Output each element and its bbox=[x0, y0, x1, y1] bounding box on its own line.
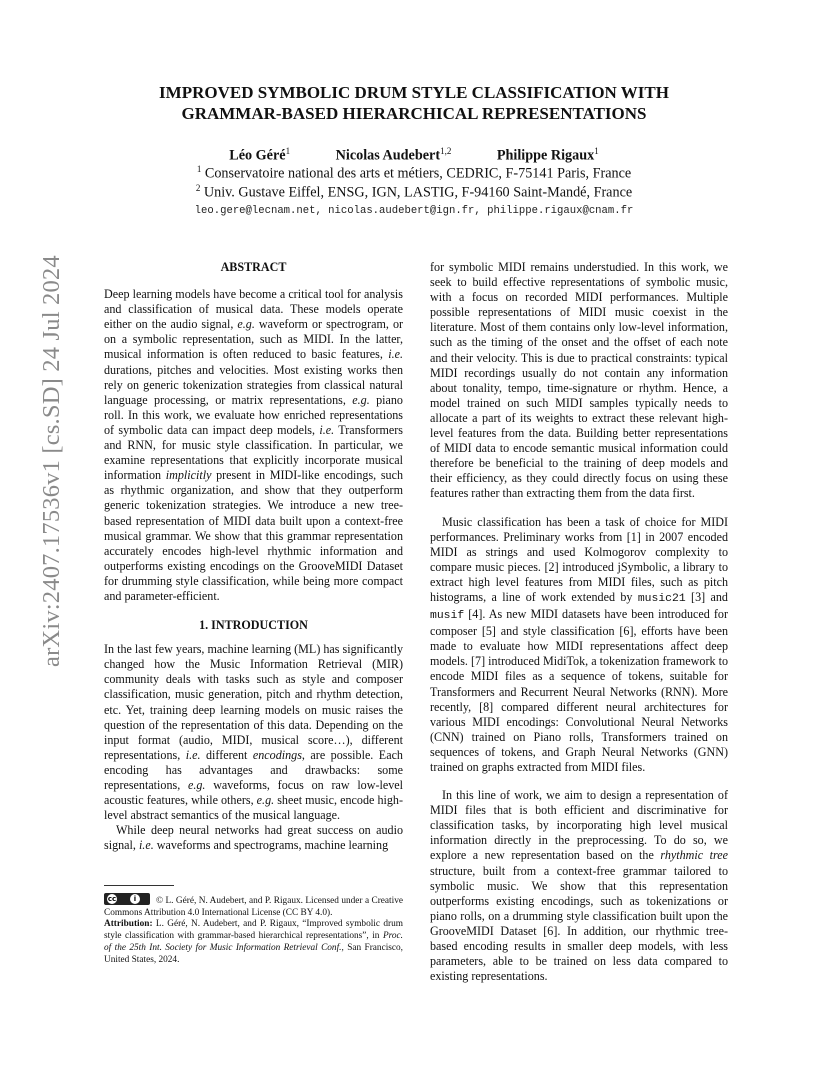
author-3: Philippe Rigaux$^1$ bbox=[496, 146, 599, 164]
abstract-body: Deep learning models have become a critical tool for analysis and classification of musical data. These models operate either on the audio signal, e.g. waveform or spectrogram, or on a symbolic representation, such as MIDI. In the latter, musical information is often reduced to basic features, i.e. durations, pitches and velocities. Most existing works then rely on generic tokenization strategies from classical natural language processing, or matrix representations, e.g. piano roll. In this work, we evaluate how enriched representations of symbolic data can impact deep models, i.e. Transformers and RNN, for music style classification. In particular, we examine representations that explicitly incorporate musical information implicitly present in MIDI-like encodings, such as rhythmic organization, and show that they outperform generic tokenization strategies. We introduce a new tree-based representation of MIDI data built upon a context-free musical grammar. We show that this grammar representation accurately encodes high-level rhythmic information and outperforms existing encodings on the GrooveMIDI Dataset for drumming style classification, while being more compact and parameter-efficient. bbox=[104, 287, 404, 603]
intro-paragraph-5: In this line of work, we aim to design a representation of MIDI files that is both efficient and discriminative for classification tasks, by incorporating high level musical information directly in the preprocessing. To do so, we explore a new representation based on the rhythmic tree structure, built from a context-free grammar tailored to symbolic music. We show that this representation outperforms existing encodings, such as tokenizations or piano rolls, on a drumming style classification built upon the GrooveMIDI Dataset [6]. In addition, our rhythmic tree-based encoding results in smaller deep models, with less parameters, able to be trained on less data compared to existing representations. bbox=[430, 788, 728, 984]
affiliation-2: $^2$ Univ. Gustave Eiffel, ENSG, IGN, LASTIG, F-94160 Saint-Mandé, France bbox=[195, 183, 633, 201]
intro-paragraph-3: for symbolic MIDI remains understudied. In this work, we seek to build effective representations of symbolic music, with a focus on recorded MIDI performances. Multiple possible representations of MIDI music coexist in the literature. Most of them contains only low-level information, such as the timing of the onset and the offset of each note and their velocity. This is due to practical constraints: typical MIDI recordings usually do not contain any information about tonality, tempo, time-signature or rhythm. Hence, a model trained on such MIDI samples typically needs to allocate a part of its weights to extract these relevant high-level features from the data. Building better representations of MIDI data to encode semantic musical information could therefore be beneficial to the training of deep models and their efficiency, as they could directly focus on using these features rather than extracting them from the data first. bbox=[430, 260, 728, 501]
author-list bbox=[100, 146, 728, 165]
introduction-heading: 1. INTRODUCTION bbox=[199, 618, 308, 633]
license-footnote: cc i © L. Géré, N. Audebert, and P. Rigaux. Licensed under a Creative Commons Attribution 4.0 International License (CC BY 4.0). Attribution: L. Géré, N. Audebert, and P. Rigaux, “Improved symbolic drum style classification with grammar-based hierarchical representations”, in Proc. of the 25th Int. Society for Music Information Retrieval Conf., San Francisco, United States, 2024. bbox=[104, 895, 404, 965]
intro-paragraph-2: While deep neural networks had great success on audio signal, i.e. waveforms and spectrograms, machine learning bbox=[104, 823, 403, 853]
right-column bbox=[430, 260, 728, 984]
author-emails: leo.gere@lecnam.net, nicolas.audebert@ign.fr, philippe.rigaux@cnam.fr bbox=[194, 205, 634, 217]
footnote-rule bbox=[104, 885, 174, 886]
author-2: Nicolas Audebert$^{1,2}$ bbox=[335, 146, 452, 164]
intro-paragraph-1: In the last few years, machine learning (ML) has significantly changed how the Music Information Retrieval (MIR) community deals with tasks such as style and composer classification, music generation, pitch and rhythm detection, etc. Yet, training deep learning models on music raises the question of the representation of this data. Depending on the input format (audio, MIDI, musical score…), different representations, i.e. different encodings, are possible. Each encoding has advantages and drawbacks: some representations, e.g. waveforms, focus on raw low-level acoustic features, while others, e.g. sheet music, encode high-level abstract semantics of the musical language. bbox=[104, 642, 403, 823]
left-column bbox=[104, 260, 403, 853]
paper-title: IMPROVED SYMBOLIC DRUM STYLE CLASSIFICATION WITH GRAMMAR-BASED HIERARCHICAL REPRESENTATIONS bbox=[159, 83, 669, 123]
affiliation-1: $^1$ Conservatoire national des arts et métiers, CEDRIC, F-75141 Paris, France bbox=[196, 164, 632, 182]
creative-commons-icon: cc i bbox=[104, 893, 150, 905]
abstract-heading: ABSTRACT bbox=[220, 260, 287, 274]
author-1: Léo Géré$^1$ bbox=[229, 146, 291, 164]
intro-paragraph-4: Music classification has been a task of choice for MIDI performances. Preliminary works from [1] in 2007 encoded MIDI as strings and used Kolmogorov complexity to compare music pieces. [2] introduced jSymbolic, a library to extract high level features from MIDI files, such as pitch histograms, a line of work extended by music21 [3] and musif [4]. As new MIDI datasets have been introduced for composer [5] and style classification [6], efforts have been made to evaluate how MIDI representations affect deep models. [7] introduced MidiTok, a tokenization framework to encode MIDI files as a sequence of tokens, suitable for Transformers and Recurrent Neural Networks (RNN). More recently, [8] compared different neural architectures for various MIDI encodings: Convolutional Neural Networks (CNN) trained on Piano rolls, Transformers trained on sequences of tokens, and Graph Neural Networks (GNN) trained on graphs extracted from MIDI files. bbox=[430, 514, 728, 774]
